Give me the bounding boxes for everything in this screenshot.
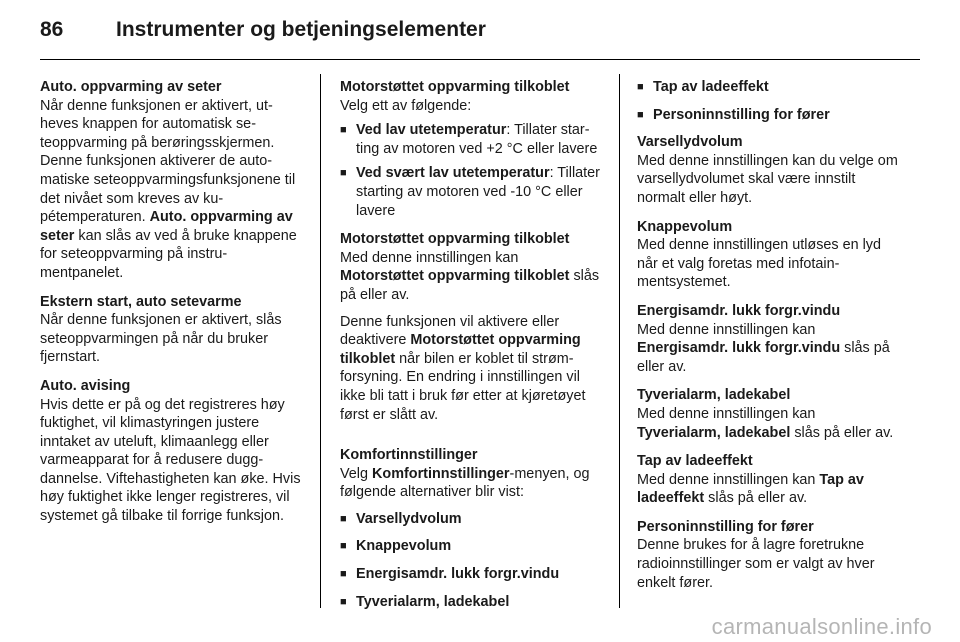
paragraph xyxy=(40,97,304,283)
text: slås på eller av. xyxy=(637,340,890,375)
text: Med denne innstillingen kan xyxy=(340,249,519,266)
paragraph: Når denne funksjonen er aktivert, slås seteoppvarmingen på når du bruker fjernstart. xyxy=(40,312,282,366)
text: når bilen er koblet til strømforsyning. En endring i innstillingen vil ikke bli tatt i bruk før etter at kjøretøyet først er slått av. xyxy=(340,350,586,423)
section-heading: Varsellydvolum xyxy=(637,134,743,151)
list-item xyxy=(340,121,604,158)
paragraph: Hvis dette er på og det registreres høy fuktighet, vil klimastyringen justere inntaket av uteluft, klimaanlegg eller varmeapparat for å redusere duggdannelse. Viftehastigheten kan øke. Hvis høy fuktighet ikke lenger registreres, vil systemet gå tilbake til forrige funksjon. xyxy=(40,396,301,525)
text: slås på eller av. xyxy=(340,268,600,303)
section-comfort-settings xyxy=(340,446,604,611)
bold-term: Auto. oppvarming av seter xyxy=(40,209,293,244)
section-heading: Ekstern start, auto setevarme xyxy=(40,293,242,310)
bold-term: Tap av ladeeffekt xyxy=(637,471,864,507)
text: Med denne innstillingen kan xyxy=(637,405,816,422)
paragraph xyxy=(637,471,903,508)
list-item: ■ Personinnstilling for fører xyxy=(637,106,903,125)
paragraph: Velg ett av følgende: xyxy=(340,97,472,114)
paragraph xyxy=(637,405,903,442)
option-list xyxy=(340,121,604,220)
watermark: carmanualsonline.info xyxy=(711,614,932,639)
section-heading: Tyverialarm, ladekabel xyxy=(637,387,791,404)
bold-term: Motorstøttet oppvarming tilkoblet xyxy=(340,268,570,285)
text: Velg xyxy=(340,465,373,482)
section-heading: Personinnstilling for fører xyxy=(637,518,814,535)
list-item xyxy=(340,164,604,220)
section-driver-profile xyxy=(637,518,903,592)
section-heading: Knappevolum xyxy=(637,218,733,235)
text: -menyen, og følgende alternativer blir vist: xyxy=(340,465,590,501)
section-energy-saving-window xyxy=(637,302,903,376)
header-rule xyxy=(40,59,920,60)
comfort-options-list xyxy=(340,510,604,611)
bold-term: Motorstøttet oppvarming tilkoblet xyxy=(340,332,581,367)
list-item: ■ Tap av ladeeffekt xyxy=(637,78,903,97)
section-heading: Tap av ladeeffekt xyxy=(637,453,753,470)
text: kan slås av ved å bruke knappene for seteoppvarming på instrumentpanelet. xyxy=(40,227,297,281)
text: : Tillater starting av motoren ved +2 °C eller lavere xyxy=(356,122,598,157)
section-heading: Motorstøttet oppvarming tilkoblet xyxy=(340,231,570,248)
section-heading: Auto. oppvarming av seter xyxy=(40,79,222,95)
bold-term: Komfortinnstillinger xyxy=(372,465,510,482)
column-3 xyxy=(637,78,903,602)
section-auto-seat-heating xyxy=(40,78,304,283)
section-heading: Auto. avising xyxy=(40,377,131,394)
column-1 xyxy=(40,78,304,536)
text: : Tillater starting av motoren ved -10 °C eller lavere xyxy=(356,165,600,219)
bold-term: Ved lav utetemperatur xyxy=(356,122,507,139)
text: slås på eller av. xyxy=(704,490,808,507)
section-charge-power-loss xyxy=(637,452,903,508)
section-theft-alarm-cable xyxy=(637,386,903,442)
column-2 xyxy=(340,78,604,621)
section-heading: Motorstøttet oppvarming tilkoblet xyxy=(340,79,570,95)
paragraph xyxy=(340,313,604,425)
bold-term: Ved svært lav utetemperatur xyxy=(356,165,550,182)
list-item: ■ Tyverialarm, ladekabel xyxy=(340,593,604,612)
list-item: ■ Knappevolum xyxy=(340,537,604,556)
paragraph xyxy=(340,249,604,305)
text: slås på eller av. xyxy=(790,424,894,441)
column-divider xyxy=(320,74,321,608)
paragraph: Med denne innstillingen kan du velge om varsellydvolumet skal være innstilt normalt eller høyt. xyxy=(637,152,898,206)
section-heading: Energisamdr. lukk forgr.vindu xyxy=(637,302,841,319)
page-header xyxy=(40,18,486,50)
list-item: ■ Varsellydvolum xyxy=(340,510,604,529)
section-alert-volume xyxy=(637,133,903,207)
section-button-volume xyxy=(637,218,903,292)
paragraph: Med denne innstillingen utløses en lyd når et valg foretas med infotainmentsystemet. xyxy=(637,237,881,291)
paragraph xyxy=(637,321,903,377)
section-engine-assisted-heating xyxy=(340,230,604,424)
section-heading: Komfortinnstillinger xyxy=(340,447,478,464)
list-item: ■ Energisamdr. lukk forgr.vindu xyxy=(340,565,604,584)
text: Med denne innstillingen kan xyxy=(637,471,820,488)
paragraph: Denne brukes for å lagre foretrukne radioinnstillinger som er valgt av hver enkelt fører. xyxy=(637,537,875,591)
text: Denne funksjonen vil aktivere eller deaktivere xyxy=(340,313,560,349)
paragraph xyxy=(340,465,604,502)
bold-term: Energisamdr. lukk forgr.vindu xyxy=(637,340,841,357)
section-engine-assisted-heating-options xyxy=(340,78,604,220)
page-title: Instrumenter og betjeningselementer xyxy=(116,18,486,41)
section-remote-start-seat-heating xyxy=(40,293,304,367)
column-divider xyxy=(619,74,620,608)
section-auto-defog xyxy=(40,377,304,526)
comfort-options-list-continued xyxy=(637,78,903,124)
text: Med denne innstillingen kan xyxy=(637,321,816,338)
page-number: 86 xyxy=(40,18,64,41)
text: Når denne funksjonen er aktivert, utheves knappen for automatisk seteoppvarming på berøringsskjermen. Denne funksjonen aktiverer de automatiske seteoppvarmingsfunksjonene til det nivået som kreves av kupétemperaturen. xyxy=(40,97,296,226)
bold-term: Tyverialarm, ladekabel xyxy=(637,424,791,441)
